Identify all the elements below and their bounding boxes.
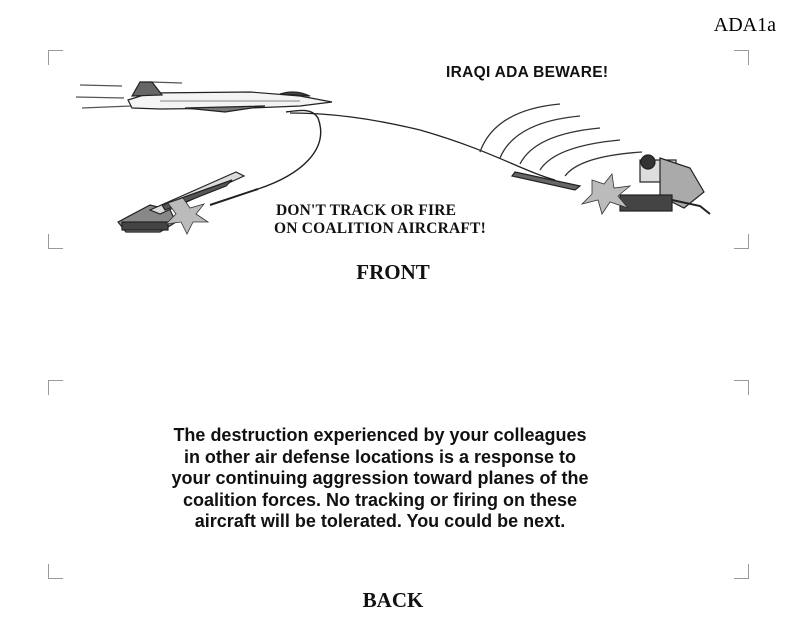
message-line: your continuing aggression toward planes of the bbox=[171, 468, 589, 488]
fighter-jet-icon bbox=[128, 82, 332, 112]
warning-line: DON'T TRACK OR FIRE bbox=[276, 202, 457, 219]
front-headline: IRAQI ADA BEWARE! bbox=[446, 64, 609, 81]
crop-mark bbox=[734, 380, 749, 395]
radar-waves bbox=[480, 104, 642, 176]
message-line: aircraft will be tolerated. You could be next. bbox=[194, 511, 566, 531]
back-message bbox=[60, 425, 700, 533]
message-line: coalition forces. No tracking or firing on these bbox=[182, 489, 578, 510]
back-label: BACK bbox=[362, 588, 424, 612]
message-line: The destruction experienced by your colleagues bbox=[173, 425, 587, 445]
front-label: FRONT bbox=[356, 260, 430, 284]
crop-mark bbox=[48, 564, 63, 579]
message-line: in other air defense locations is a response to bbox=[183, 446, 577, 467]
warning-line: ON COALITION AIRCRAFT! bbox=[274, 220, 486, 237]
crop-mark bbox=[48, 380, 63, 395]
missile-trail bbox=[258, 110, 321, 189]
document-id: ADA1a bbox=[713, 14, 776, 36]
crop-mark bbox=[734, 564, 749, 579]
front-warning bbox=[276, 202, 606, 238]
missile-trail bbox=[290, 113, 555, 180]
